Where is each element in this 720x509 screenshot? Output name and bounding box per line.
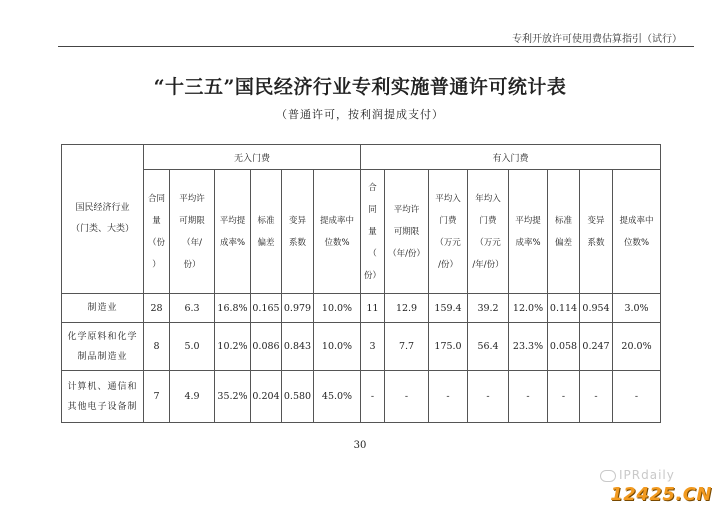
value-cell: 10.0% bbox=[314, 294, 361, 323]
subheader-line: （年/份） bbox=[388, 248, 425, 259]
subheader-line: 可期限 bbox=[393, 226, 420, 237]
subheader-cell bbox=[282, 170, 314, 294]
value-cell: - bbox=[613, 371, 661, 423]
value-cell: 0.165 bbox=[251, 294, 282, 323]
subheader-cell bbox=[429, 170, 468, 294]
wechat-icon bbox=[600, 470, 616, 482]
industry-header-line: 国民经济行业 bbox=[75, 203, 130, 213]
subheader-line: 系数 bbox=[288, 237, 306, 248]
value-cell: - bbox=[385, 371, 429, 423]
industry-name-line: 制品制造业 bbox=[77, 351, 128, 362]
subheader-cell bbox=[170, 170, 215, 294]
value-cell: 12.0% bbox=[509, 294, 548, 323]
statistics-table bbox=[61, 144, 661, 423]
value-cell: - bbox=[361, 371, 385, 423]
industry-name-line: 制造业 bbox=[87, 303, 118, 313]
value-cell: 28 bbox=[144, 294, 170, 323]
value-cell: 7 bbox=[144, 371, 170, 423]
value-cell: 0.086 bbox=[251, 323, 282, 371]
subheader-line: 平均提 bbox=[219, 215, 246, 226]
subheader-line: 标准 bbox=[555, 215, 573, 226]
no-entry-fee-group-header: 无入门费 bbox=[144, 145, 361, 170]
value-cell: - bbox=[580, 371, 613, 423]
value-cell: 0.954 bbox=[580, 294, 613, 323]
industry-name-line: 其他电子设备制 bbox=[67, 401, 138, 412]
subheader-line: 年均入 bbox=[475, 193, 501, 204]
subheader-line: /份） bbox=[438, 259, 458, 270]
subheader-line: 份） bbox=[183, 259, 201, 270]
table-row bbox=[62, 294, 661, 323]
value-cell: 11 bbox=[361, 294, 385, 323]
value-cell: 6.3 bbox=[170, 294, 215, 323]
value-cell: 5.0 bbox=[170, 323, 215, 371]
subheader-cell bbox=[509, 170, 548, 294]
value-cell: 23.3% bbox=[509, 323, 548, 371]
subheader-line: 门费 bbox=[439, 215, 457, 226]
value-cell: 16.8% bbox=[215, 294, 251, 323]
subheader-cell bbox=[251, 170, 282, 294]
subheader-line: （ bbox=[368, 248, 377, 259]
subheader-line: （年/ bbox=[182, 237, 202, 248]
value-cell: 0.580 bbox=[282, 371, 314, 423]
value-cell: - bbox=[509, 371, 548, 423]
subheader-line: 偏差 bbox=[555, 237, 573, 248]
value-cell: - bbox=[468, 371, 509, 423]
subheader-line: 量 bbox=[368, 226, 377, 237]
subheader-line: ） bbox=[152, 259, 161, 270]
value-cell: 0.114 bbox=[548, 294, 580, 323]
subheader-line: 平均提 bbox=[515, 215, 541, 226]
subheader-line: 平均许 bbox=[393, 204, 420, 215]
subheader-line: 位数% bbox=[324, 237, 350, 248]
subheader-cell bbox=[613, 170, 661, 294]
page-header bbox=[0, 0, 720, 48]
subheader-line: 份） bbox=[364, 270, 382, 281]
subheader-line: 提成率中 bbox=[320, 215, 355, 226]
industry-name-cell bbox=[62, 371, 144, 423]
value-cell: 159.4 bbox=[429, 294, 468, 323]
value-cell: 20.0% bbox=[613, 323, 661, 371]
value-cell: 10.2% bbox=[215, 323, 251, 371]
table-body bbox=[62, 294, 661, 423]
value-cell: - bbox=[429, 371, 468, 423]
subheader-line: （万元 bbox=[435, 237, 461, 248]
subheader-line: 标准 bbox=[257, 215, 275, 226]
subheader-cell bbox=[548, 170, 580, 294]
industry-header-line: （门类、大类） bbox=[70, 224, 134, 234]
subheader-line: 平均许 bbox=[179, 193, 205, 204]
subheader-line: 系数 bbox=[587, 237, 605, 248]
value-cell: 0.247 bbox=[580, 323, 613, 371]
value-cell: 35.2% bbox=[215, 371, 251, 423]
value-cell: 4.9 bbox=[170, 371, 215, 423]
value-cell: 3.0% bbox=[613, 294, 661, 323]
subheader-cell bbox=[468, 170, 509, 294]
subheader-line: （份 bbox=[147, 237, 165, 248]
table-row bbox=[62, 323, 661, 371]
value-cell: 3 bbox=[361, 323, 385, 371]
subheader-line: 门费 bbox=[479, 215, 497, 226]
value-cell: 10.0% bbox=[314, 323, 361, 371]
value-cell: 12.9 bbox=[385, 294, 429, 323]
subheader-cell bbox=[144, 170, 170, 294]
value-cell: 0.843 bbox=[282, 323, 314, 371]
subheader-line: 成率% bbox=[515, 237, 541, 248]
value-cell: 56.4 bbox=[468, 323, 509, 371]
industry-name-line: 化学原料和化学 bbox=[67, 331, 138, 342]
value-cell: 0.204 bbox=[251, 371, 282, 423]
subheader-line: 合 bbox=[368, 182, 377, 193]
industry-column-header bbox=[62, 145, 144, 294]
subheader-line: 合同 bbox=[147, 193, 165, 204]
subheader-line: 可期限 bbox=[179, 215, 205, 226]
subheader-line: 成率% bbox=[219, 237, 246, 248]
subheader-cell bbox=[215, 170, 251, 294]
value-cell: 45.0% bbox=[314, 371, 361, 423]
subheader-cell bbox=[580, 170, 613, 294]
value-cell: - bbox=[548, 371, 580, 423]
subheader-line: 偏差 bbox=[257, 237, 275, 248]
subheader-cell bbox=[314, 170, 361, 294]
subheader-line: 量 bbox=[152, 215, 161, 226]
value-cell: 0.979 bbox=[282, 294, 314, 323]
table-subtitle: （普通许可，按利润提成支付） bbox=[276, 108, 444, 121]
entry-fee-group-header: 有入门费 bbox=[361, 145, 661, 170]
watermark-ipr bbox=[600, 468, 675, 482]
subheader-line: 同 bbox=[368, 204, 377, 215]
subheader-line: /年/份） bbox=[472, 259, 504, 270]
running-header: 专利开放许可使用费估算指引（试行） bbox=[512, 34, 682, 45]
table-row bbox=[62, 371, 661, 423]
subheader-line: 平均入 bbox=[435, 193, 461, 204]
table-title: “十三五”国民经济行业专利实施普通许可统计表 bbox=[153, 76, 567, 98]
industry-name-cell bbox=[62, 294, 144, 323]
subheader-line: （万元 bbox=[475, 237, 501, 248]
subheader-line: 位数% bbox=[623, 237, 650, 248]
subheader-cell bbox=[361, 170, 385, 294]
subheader-line: 变异 bbox=[587, 215, 605, 226]
value-cell: 7.7 bbox=[385, 323, 429, 371]
header-rule bbox=[58, 46, 694, 47]
industry-name-line: 计算机、通信和 bbox=[67, 381, 138, 392]
subheader-line: 提成率中 bbox=[619, 215, 654, 226]
industry-name-cell bbox=[62, 323, 144, 371]
value-cell: 0.058 bbox=[548, 323, 580, 371]
value-cell: 175.0 bbox=[429, 323, 468, 371]
watermark-logo: 12425.CN bbox=[610, 484, 712, 505]
subheader-row bbox=[62, 170, 661, 294]
page-number: 30 bbox=[353, 440, 367, 451]
value-cell: 8 bbox=[144, 323, 170, 371]
value-cell: 39.2 bbox=[468, 294, 509, 323]
subheader-line: 变异 bbox=[288, 215, 306, 226]
watermark-ipr-text: IPRdaily bbox=[619, 468, 675, 482]
subheader-cell bbox=[385, 170, 429, 294]
